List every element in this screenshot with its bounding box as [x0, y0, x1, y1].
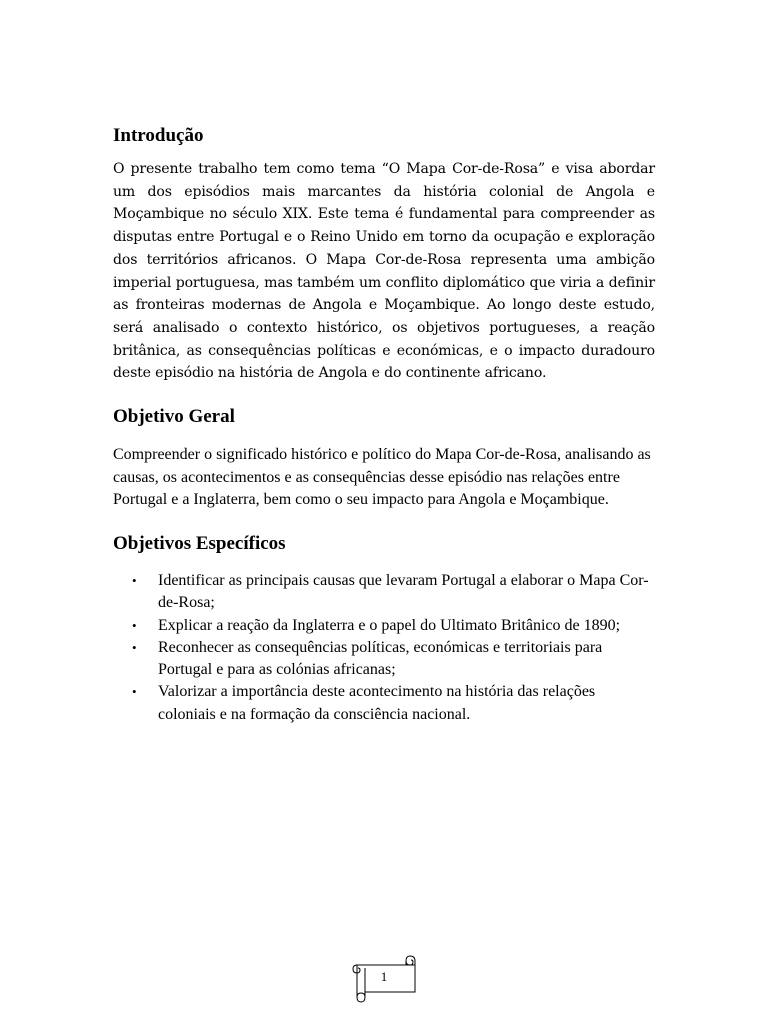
- list-item: [113, 681, 655, 726]
- bullet-icon: •: [132, 684, 137, 700]
- list-item-text: Valorizar a importância deste acontecimento na história das relações coloniais e na formação da consciência nacional.: [158, 683, 596, 723]
- bullet-icon: •: [132, 617, 137, 633]
- page-number-footer: [349, 951, 419, 1005]
- list-item: [113, 637, 655, 682]
- list-item-text: Reconhecer as consequências políticas, económicas e territoriais para Portugal e para as colónias africanas;: [158, 638, 603, 679]
- list-item: [113, 570, 655, 615]
- objetivos-especificos-list: [113, 570, 655, 726]
- heading-objetivo-geral: Objetivo Geral: [113, 406, 235, 427]
- heading-introducao: Introdução: [113, 125, 204, 146]
- paragraph-objetivo-geral: Compreender o significado histórico e político do Mapa Cor-de-Rosa, analisando as causas, os acontecimentos e as consequências desse episódio nas relações entre Portugal e a Inglaterra, bem como o seu impacto para Angola e Moçambique.: [113, 446, 651, 508]
- heading-objetivos-especificos: Objetivos Específicos: [113, 533, 286, 554]
- list-item-text: Explicar a reação da Inglaterra e o papel do Ultimato Britânico de 1890;: [158, 616, 621, 634]
- list-item: [113, 615, 655, 637]
- bullet-icon: •: [132, 573, 137, 588]
- bullet-icon: •: [132, 639, 137, 655]
- page-number: 1: [380, 969, 388, 984]
- list-item-text: Identificar as principais causas que levaram Portugal a elaborar o Mapa Cor-de-Rosa;: [158, 572, 649, 612]
- paragraph-introducao: O presente trabalho tem como tema “O Mapa Cor-de-Rosa” e visa abordar um dos episódios mais marcantes da história colonial de Angola e Moçambique no século XIX. Este tema é fundamental para compreender as disputas entre Portugal e o Reino Unido em torno da ocupação e exploração dos territórios africanos. O Mapa Cor-de-Rosa representa uma ambição imperial portuguesa, mas também um conflito diplomático que viria a definir as fronteiras modernas de Angola e Moçambique. Ao longo deste estudo, será analisado o contexto histórico, os objetivos portugueses, a reação britânica, as consequências políticas e económicas, e o impacto duradouro deste episódio na história de Angola e do continente africano.: [113, 161, 655, 382]
